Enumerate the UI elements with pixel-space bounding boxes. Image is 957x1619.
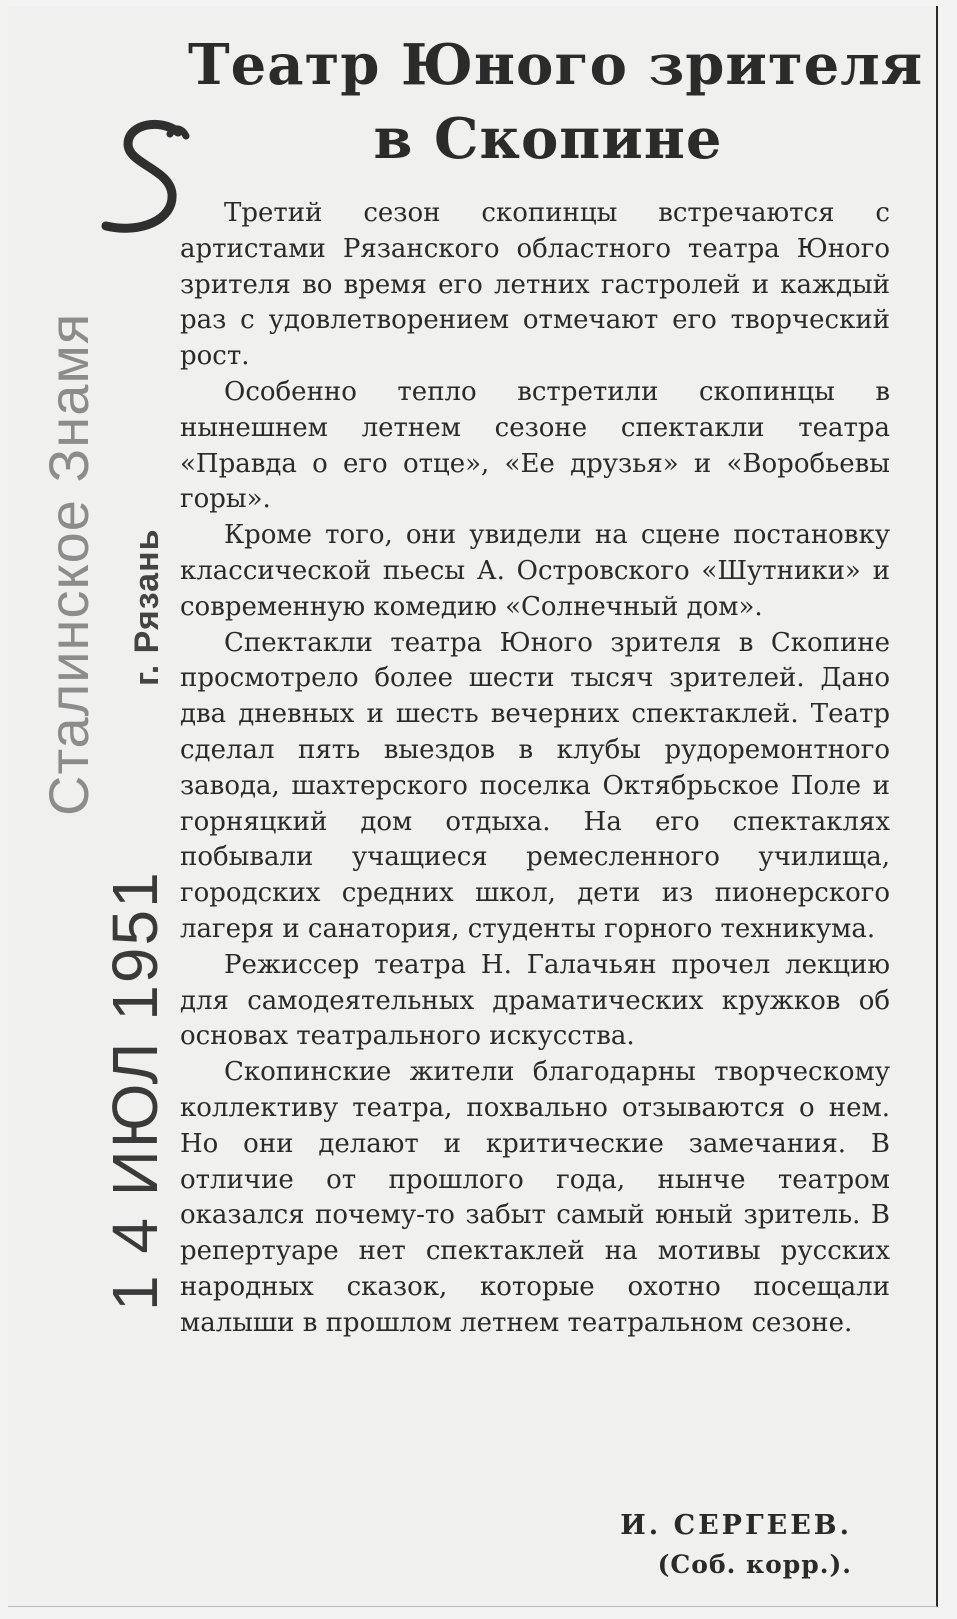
headline-line-1: Театр Юного зрителя (188, 32, 924, 98)
article-paragraph: Спектакли театра Юного зрителя в Скопине просмотрело более шести тысяч зрителей. Дано два дневных и шесть вечерних спектаклей. Театр сделал пять выездов в клубы рудоремонтного завода, шахтерского поселка Октябрьское Поле и горняцкий дом отдыха. На его спектаклях побывали учащиеся ремесленного училища, городских средних школ, дети из пионерского лагеря и санатория, студенты горного техникума. (180, 627, 890, 944)
article-paragraph: Кроме того, они увидели на сцене постановку классической пьесы А. Островского «Шутники» и современную комедию «Солнечный дом». (180, 520, 890, 622)
article-headline (188, 28, 924, 176)
article-paragraph: Третий сезон скопинцы встречаются с артистами Рязанского областного театра Юного зрителя во время его летних гастролей и каждый раз с удовлетворением отмечают его творческий рост. (180, 198, 890, 372)
article-paragraph: Режиссер театра Н. Галачьян прочел лекцию для самодеятельных драматических кружков об основах театрального искусства. (180, 949, 890, 1052)
headline-line-2: в Скопине (373, 106, 723, 172)
article-paragraph: Скопинские жители благодарны творческому коллективу театра, похвально отзываются о нем. Но они делают и критические замечания. В отличие от прошлого года, нынче театром оказался почему-то забыт самый юный зритель. В репертуаре нет спектаклей на мотивы русских народных сказок, которые охотно посещали малыши в прошлом летнем театральном сезоне. (180, 1057, 890, 1338)
author-role: (Соб. корр.). (657, 1550, 852, 1579)
stamp-city: г. Рязань (128, 528, 166, 686)
stamp-newspaper-name: Сталинское Знамя (37, 312, 100, 816)
author-name: И. СЕРГЕЕВ. (620, 1510, 852, 1541)
article-body (180, 196, 890, 1342)
stamp-date: 1 4 ИЮЛ 1951 (99, 870, 171, 1311)
article-paragraph: Особенно тепло встретили скопинцы в нынешнем летнем сезоне спектакли театра «Правда о его отце», «Ее друзья» и «Воробьевы горы». (180, 376, 890, 515)
newspaper-clipping (8, 6, 938, 1607)
article-signature (620, 1506, 852, 1584)
